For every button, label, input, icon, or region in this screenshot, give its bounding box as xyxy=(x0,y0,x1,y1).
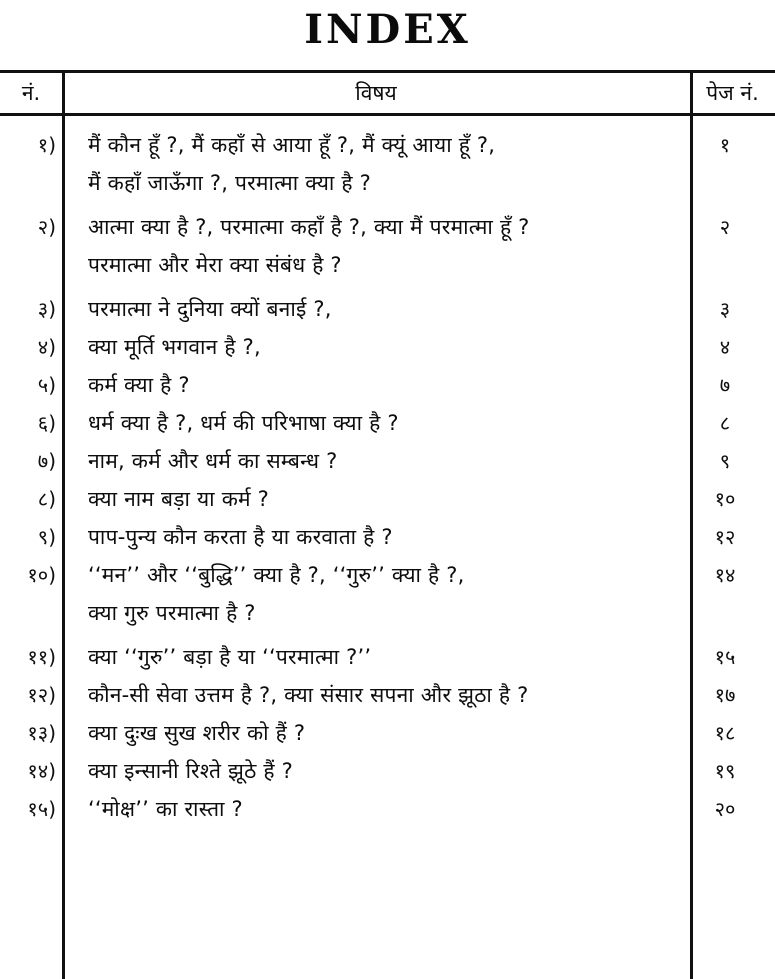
row-serial-number: १०) xyxy=(27,563,56,587)
row-page-number: १४ xyxy=(714,563,736,587)
table-row[interactable] xyxy=(0,714,775,752)
row-subject-line: मैं कहाँ जाऊँगा ?, परमात्मा क्या है ? xyxy=(88,171,371,195)
row-subject xyxy=(88,714,684,752)
row-subject xyxy=(88,208,684,284)
row-page-number: १५ xyxy=(714,645,736,669)
table-row[interactable] xyxy=(0,290,775,328)
row-serial-number: १३) xyxy=(27,721,56,745)
row-subject-line: ‘‘मोक्ष’’ का रास्ता ? xyxy=(88,797,243,821)
row-page-number: ४ xyxy=(719,335,731,359)
row-serial-number: ७) xyxy=(37,449,56,473)
row-serial-number: १५) xyxy=(27,797,56,821)
table-row[interactable] xyxy=(0,126,775,202)
row-page-number: ३ xyxy=(719,297,731,321)
row-subject-line: क्या ‘‘गुरु’’ बड़ा है या ‘‘परमात्मा ?’’ xyxy=(88,645,372,669)
row-serial-number: ८) xyxy=(37,487,56,511)
row-subject-line: मैं कौन हूँ ?, मैं कहाँ से आया हूँ ?, मैं क्यूं आया हूँ ?, xyxy=(88,133,496,157)
row-subject-line: नाम, कर्म और धर्म का सम्बन्ध ? xyxy=(88,449,338,473)
table-row[interactable] xyxy=(0,556,775,632)
row-serial-number: ३) xyxy=(37,297,56,321)
row-page-number: ९ xyxy=(719,449,731,473)
row-subject-line: क्या नाम बड़ा या कर्म ? xyxy=(88,487,269,511)
table-header-row xyxy=(0,73,775,113)
row-subject-line: आत्मा क्या है ?, परमात्मा कहाँ है ?, क्या मैं परमात्मा हूँ ? xyxy=(88,215,530,239)
row-subject-line: क्या इन्सानी रिश्ते झूठे हैं ? xyxy=(88,759,293,783)
table-row[interactable] xyxy=(0,208,775,284)
table-row[interactable] xyxy=(0,404,775,442)
row-subject xyxy=(88,556,684,632)
row-page-number: १८ xyxy=(714,721,736,745)
row-page-number: ७ xyxy=(719,373,731,397)
row-subject-line: कौन-सी सेवा उत्तम है ?, क्या संसार सपना और झूठा है ? xyxy=(88,683,529,707)
table-row[interactable] xyxy=(0,790,775,828)
table-row[interactable] xyxy=(0,442,775,480)
row-subject xyxy=(88,442,684,480)
row-page-number: १९ xyxy=(714,759,736,783)
column-header-page: पेज नं. xyxy=(706,81,759,105)
index-table xyxy=(0,70,775,979)
row-serial-number: १) xyxy=(37,133,56,157)
row-subject xyxy=(88,676,684,714)
row-subject xyxy=(88,790,684,828)
table-row[interactable] xyxy=(0,328,775,366)
row-page-number: १० xyxy=(714,487,736,511)
row-serial-number: ९) xyxy=(37,525,56,549)
row-subject-line: परमात्मा और मेरा क्या संबंध है ? xyxy=(88,253,342,277)
row-subject xyxy=(88,752,684,790)
row-serial-number: १४) xyxy=(27,759,56,783)
row-page-number: १२ xyxy=(714,525,736,549)
row-serial-number: २) xyxy=(37,215,56,239)
row-serial-number: १२) xyxy=(27,683,56,707)
row-page-number: २० xyxy=(714,797,736,821)
row-page-number: ८ xyxy=(719,411,731,435)
row-subject-line: क्या मूर्ति भगवान है ?, xyxy=(88,335,261,359)
row-subject xyxy=(88,404,684,442)
page-title: INDEX xyxy=(304,6,471,53)
row-subject xyxy=(88,290,684,328)
row-serial-number: ५) xyxy=(37,373,56,397)
table-row[interactable] xyxy=(0,518,775,556)
row-serial-number: ६) xyxy=(37,411,56,435)
table-row[interactable] xyxy=(0,752,775,790)
row-subject xyxy=(88,518,684,556)
table-row[interactable] xyxy=(0,638,775,676)
column-header-serial: नं. xyxy=(21,81,41,105)
row-subject-line: पाप-पुन्य कौन करता है या करवाता है ? xyxy=(88,525,393,549)
row-subject-line: क्या गुरु परमात्मा है ? xyxy=(88,601,256,625)
table-row[interactable] xyxy=(0,676,775,714)
column-header-subject: विषय xyxy=(355,81,397,105)
row-subject-line: क्या दुःख सुख शरीर को हैं ? xyxy=(88,721,306,745)
row-subject-line: परमात्मा ने दुनिया क्यों बनाई ?, xyxy=(88,297,332,321)
table-row[interactable] xyxy=(0,480,775,518)
row-page-number: २ xyxy=(719,215,731,239)
row-serial-number: ४) xyxy=(37,335,56,359)
row-subject xyxy=(88,328,684,366)
row-subject xyxy=(88,366,684,404)
row-page-number: १७ xyxy=(714,683,736,707)
row-subject-line: कर्म क्या है ? xyxy=(88,373,190,397)
row-subject-line: धर्म क्या है ?, धर्म की परिभाषा क्या है ? xyxy=(88,411,399,435)
row-subject xyxy=(88,638,684,676)
table-row[interactable] xyxy=(0,366,775,404)
row-page-number: १ xyxy=(719,133,731,157)
table-body xyxy=(0,116,775,979)
row-subject xyxy=(88,126,684,202)
row-subject xyxy=(88,480,684,518)
row-subject-line: ‘‘मन’’ और ‘‘बुद्धि’’ क्या है ?, ‘‘गुरु’’ क्या है ?, xyxy=(88,563,465,587)
row-serial-number: ११) xyxy=(27,645,56,669)
